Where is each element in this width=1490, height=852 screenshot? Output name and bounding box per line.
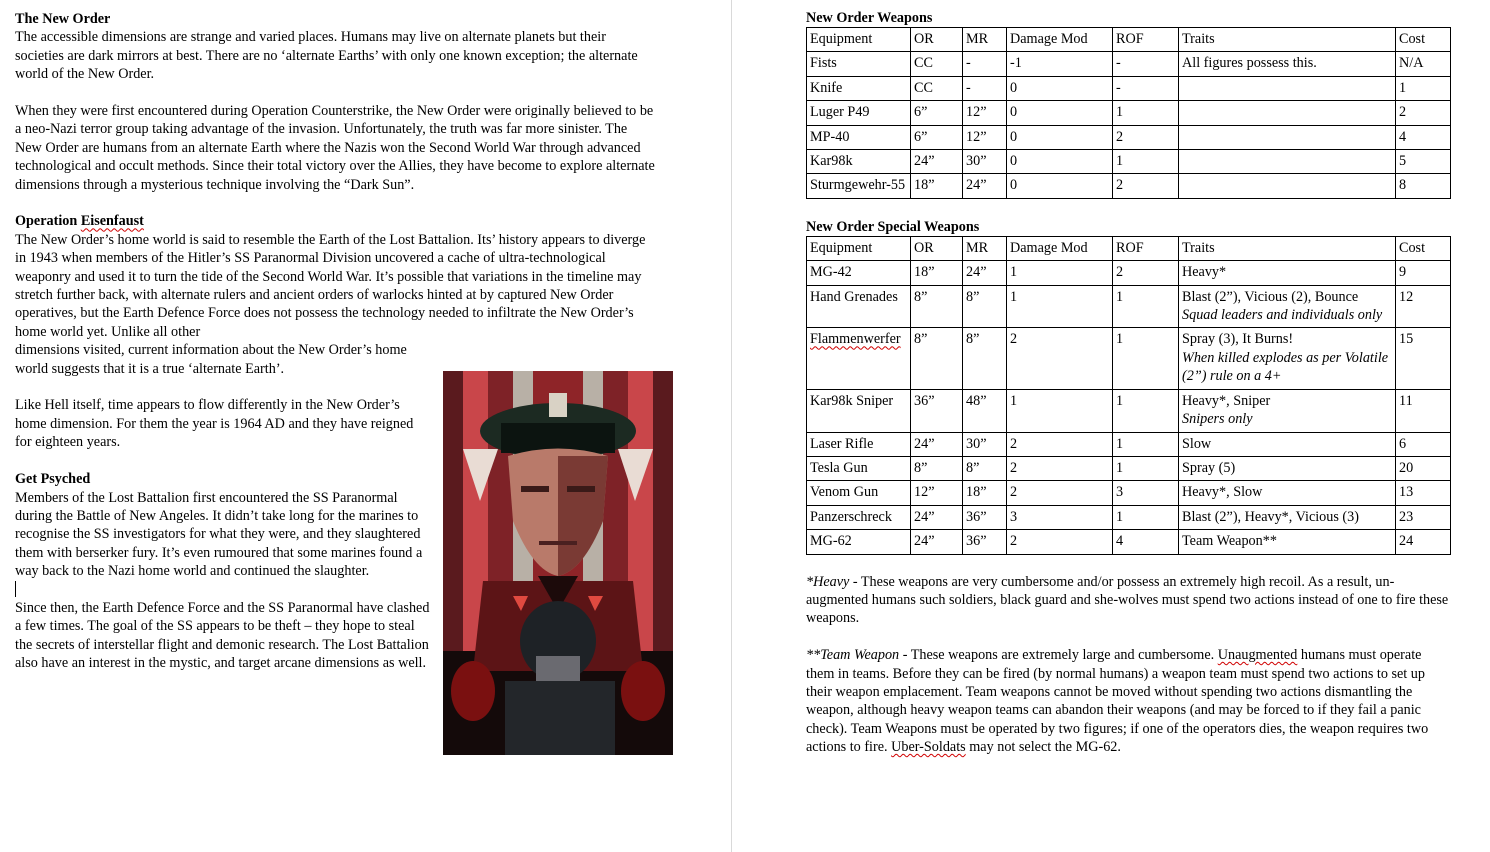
footnote-term: **Team Weapon — [806, 647, 900, 664]
traits-note: When killed explodes as per Volatile (2”) rule on a 4+ — [1182, 349, 1389, 385]
footnote-text: - These weapons are extremely large and cumbersome. — [899, 647, 1218, 664]
spellcheck-word: Eisenfaust — [80, 213, 144, 230]
right-column — [806, 10, 1450, 775]
header-cell: OR — [911, 28, 963, 52]
cell: MP-40 — [807, 125, 911, 149]
cell: 1 — [1113, 432, 1179, 456]
cell: 24” — [911, 530, 963, 554]
left-page — [0, 0, 731, 852]
paragraph: Members of the Lost Battalion first encountered the SS Paranormal during the Battle of New Angeles. It didn’t take long for the marines to recognise the SS investigators for what they were, and they slaughtered them with berserker fury. It’s even rumoured that some marines found a way back to the Nazi home world and continued the slaughter. — [15, 489, 423, 580]
cell — [1179, 174, 1396, 198]
footnote-term: *Heavy — [806, 573, 850, 590]
table-row — [807, 125, 1451, 149]
cell: 18” — [963, 481, 1007, 505]
traits: Slow — [1182, 435, 1212, 452]
traits: Spray (3), It Burns! — [1182, 331, 1294, 348]
paragraph: When they were first encountered during Operation Counterstrike, the New Order were originally believed to be a neo-Nazi terror group taking advantage of the invasion. Unfortunately, the truth was far more sinister. The New Order are humans from an alternate Earth where the Nazis won the Second World War through advanced technological and occult methods. Since their total victory over the Allies, they have become to explore alternate dimensions through a mysterious technique involving the “Dark Sun”. — [15, 103, 655, 193]
new-order-officer-illustration — [443, 371, 673, 755]
paragraph: Like Hell itself, time appears to flow differently in the New Order’s home dimension. For them the year is 1964 AD and they have reigned for eighteen years. — [15, 397, 414, 451]
heading-text: Operation — [15, 213, 81, 230]
cell: 8” — [911, 456, 963, 480]
cell: 23 — [1396, 505, 1451, 529]
cell: - — [1113, 52, 1179, 76]
cell: 18” — [911, 261, 963, 285]
table-header-row — [807, 236, 1451, 260]
cell: Luger P49 — [807, 101, 911, 125]
cell: Laser Rifle — [807, 432, 911, 456]
table-row — [807, 285, 1451, 328]
cell: CC — [911, 52, 963, 76]
cell: 8 — [1396, 174, 1451, 198]
cell: 4 — [1113, 530, 1179, 554]
cell: - — [1113, 76, 1179, 100]
cell: N/A — [1396, 52, 1451, 76]
cell: 1 — [1113, 505, 1179, 529]
cell: 5 — [1396, 150, 1451, 174]
table-title-special-weapons: New Order Special Weapons — [806, 218, 980, 235]
traits-cell — [1179, 285, 1396, 328]
cell: 1 — [1007, 389, 1113, 432]
cell: 1 — [1396, 76, 1451, 100]
header-cell: Equipment — [807, 236, 911, 260]
heading-new-order: The New Order — [15, 11, 111, 27]
cell: 2 — [1007, 481, 1113, 505]
traits: Heavy*, Slow — [1182, 484, 1263, 501]
cell: 1 — [1113, 285, 1179, 328]
header-cell: Traits — [1179, 236, 1396, 260]
cell: 6” — [911, 101, 963, 125]
cell — [1179, 125, 1396, 149]
footnotes — [806, 573, 1450, 757]
paragraph: The New Order’s home world is said to resemble the Earth of the Lost Battalion. Its’ history appears to diverge in 1943 when members of the Hitler’s SS Paranormal Division uncovered a cache of ultra-technological weaponry and used it to turn the tide of the Second World War. It’s possible that variations in the timeline may stretch further back, with alternate rulers and ancient orders of warlocks hinted at by captured New Order operatives, but the Earth Defence Force does not possess the technology needed to infiltrate the New Order’s home world yet. Unlike all other — [15, 231, 646, 340]
header-cell: ROF — [1113, 28, 1179, 52]
traits-cell — [1179, 432, 1396, 456]
cell: 30” — [963, 150, 1007, 174]
traits: Blast (2”), Vicious (2), Bounce — [1182, 288, 1359, 305]
cell: 8” — [963, 328, 1007, 389]
table-row — [807, 261, 1451, 285]
cell: 2 — [1007, 456, 1113, 480]
special-weapons-table — [806, 236, 1451, 555]
cell: 6 — [1396, 432, 1451, 456]
table-row — [807, 505, 1451, 529]
cell: 1 — [1007, 261, 1113, 285]
cell: 4 — [1396, 125, 1451, 149]
paragraph-wrapped — [15, 341, 430, 672]
paragraph: The accessible dimensions are strange and varied places. Humans may live on alternate planets but their societies are dark mirrors at best. There are no ‘alternate Earths’ with only one known exception; the alternate world of the New Order. — [15, 29, 638, 83]
cell: 0 — [1007, 174, 1113, 198]
header-cell: Damage Mod — [1007, 236, 1113, 260]
cell: 1 — [1113, 389, 1179, 432]
cell: 2 — [1007, 328, 1113, 389]
paragraph: dimensions visited, current information about the New Order’s home world suggests that it is a true ‘alternate Earth’. — [15, 342, 407, 377]
cell: Fists — [807, 52, 911, 76]
cell: 2 — [1396, 101, 1451, 125]
traits: Heavy*, Sniper — [1182, 392, 1271, 409]
table-row — [807, 150, 1451, 174]
cell: -1 — [1007, 52, 1113, 76]
table-row — [807, 101, 1451, 125]
traits-cell — [1179, 530, 1396, 554]
cell: 0 — [1007, 125, 1113, 149]
header-cell: ROF — [1113, 236, 1179, 260]
cell: 8” — [911, 285, 963, 328]
cell: 13 — [1396, 481, 1451, 505]
header-cell: MR — [963, 236, 1007, 260]
cell: 11 — [1396, 389, 1451, 432]
footnote-text: may not select the MG-62. — [965, 739, 1121, 756]
cell: 8” — [911, 328, 963, 389]
cell — [1179, 150, 1396, 174]
cell: 12 — [1396, 285, 1451, 328]
cell: 24” — [963, 174, 1007, 198]
cell: 2 — [1113, 261, 1179, 285]
cell: Venom Gun — [807, 481, 911, 505]
table-row — [807, 76, 1451, 100]
cell: 15 — [1396, 328, 1451, 389]
cell: Panzerschreck — [807, 505, 911, 529]
text-cursor — [15, 581, 430, 599]
cell: 8” — [963, 285, 1007, 328]
cell: Kar98k Sniper — [807, 389, 911, 432]
spellcheck-word: Flammenwerfer — [810, 331, 901, 348]
table-row — [807, 174, 1451, 198]
table-row — [807, 52, 1451, 76]
cell: 8” — [963, 456, 1007, 480]
cell: All figures possess this. — [1179, 52, 1396, 76]
cell: 3 — [1113, 481, 1179, 505]
cell: 0 — [1007, 101, 1113, 125]
cell: 1 — [1113, 328, 1179, 389]
cell: 2 — [1007, 432, 1113, 456]
cell: 2 — [1007, 530, 1113, 554]
footnote-text: - These weapons are very cumbersome and/or possess an extremely high recoil. As a result, un-augmented humans such soldiers, black guard and she-wolves must spend two actions instead of one to fire these weapons. — [806, 573, 1449, 627]
heading-get-psyched: Get Psyched — [15, 471, 91, 488]
cell: 20 — [1396, 456, 1451, 480]
cell: Sturmgewehr-55 — [807, 174, 911, 198]
table-row — [807, 456, 1451, 480]
table-header-row — [807, 28, 1451, 52]
table-row — [807, 481, 1451, 505]
cell: 6” — [911, 125, 963, 149]
cell: 9 — [1396, 261, 1451, 285]
cell: Hand Grenades — [807, 285, 911, 328]
cell: - — [963, 76, 1007, 100]
cell: - — [963, 52, 1007, 76]
cell: 48” — [963, 389, 1007, 432]
traits-cell — [1179, 328, 1396, 389]
cell: Tesla Gun — [807, 456, 911, 480]
cell: 1 — [1007, 285, 1113, 328]
cell — [1179, 76, 1396, 100]
traits-cell — [1179, 505, 1396, 529]
table-row — [807, 389, 1451, 432]
cell: 2 — [1113, 125, 1179, 149]
traits-cell — [1179, 481, 1396, 505]
footnote-team-weapon — [806, 646, 1450, 756]
cell: 12” — [963, 125, 1007, 149]
cell: 24” — [911, 432, 963, 456]
traits: Spray (5) — [1182, 459, 1236, 476]
heading-operation-eisenfaust — [15, 212, 655, 230]
cell: CC — [911, 76, 963, 100]
cell: 1 — [1113, 150, 1179, 174]
right-page — [732, 0, 1490, 852]
footnote-heavy — [806, 573, 1450, 628]
weapons-table — [806, 27, 1451, 199]
cell — [1179, 101, 1396, 125]
spellcheck-word: Uber-Soldats — [891, 739, 966, 756]
cell: 12” — [911, 481, 963, 505]
cell: 2 — [1113, 174, 1179, 198]
cell: 0 — [1007, 150, 1113, 174]
cell — [807, 328, 911, 389]
table-row — [807, 432, 1451, 456]
table-row — [807, 328, 1451, 389]
spellcheck-word: Unaugmented — [1217, 647, 1298, 664]
traits-cell — [1179, 389, 1396, 432]
cell: Knife — [807, 76, 911, 100]
paragraph: Since then, the Earth Defence Force and the SS Paranormal have clashed a few times. The goal of the SS appears to be theft – they hope to steal the secrets of interstellar flight and demonic research. The Lost Battalion also have an interest in the mystic, and target arcane dimensions as well. — [15, 599, 430, 672]
footnote-text: humans must operate them in teams. Before they can be fired (by normal humans) a weapon team must spend two actions to set up their weapon emplacement. Team weapons cannot be moved without spending two actions dismantling the weapon, although heavy weapon teams can abandon their weapons (and may be forced to if they fail a panic check). Team Weapons must be operated by two figures; if one of the operators dies, the weapon requires two actions to fire. — [806, 647, 1429, 756]
traits-cell — [1179, 456, 1396, 480]
cell: MG-42 — [807, 261, 911, 285]
traits-note: Snipers only — [1182, 411, 1253, 428]
cell: 0 — [1007, 76, 1113, 100]
cell: 36” — [963, 530, 1007, 554]
header-cell: Equipment — [807, 28, 911, 52]
header-cell: OR — [911, 236, 963, 260]
traits: Team Weapon** — [1182, 533, 1277, 550]
header-cell: Cost — [1396, 236, 1451, 260]
traits-cell — [1179, 261, 1396, 285]
header-cell: Traits — [1179, 28, 1396, 52]
cell: 36” — [963, 505, 1007, 529]
cell: 30” — [963, 432, 1007, 456]
traits: Blast (2”), Heavy*, Vicious (3) — [1182, 508, 1359, 525]
cell: 24” — [911, 505, 963, 529]
header-cell: Damage Mod — [1007, 28, 1113, 52]
cell: 1 — [1113, 456, 1179, 480]
table-title-weapons: New Order Weapons — [806, 10, 933, 26]
cell: 12” — [963, 101, 1007, 125]
table-row — [807, 530, 1451, 554]
traits-note: Squad leaders and individuals only — [1182, 307, 1383, 324]
cell: 24 — [1396, 530, 1451, 554]
cell: 3 — [1007, 505, 1113, 529]
cell: 24” — [963, 261, 1007, 285]
cell: 18” — [911, 174, 963, 198]
cell: 36” — [911, 389, 963, 432]
cell: MG-62 — [807, 530, 911, 554]
cell: Kar98k — [807, 150, 911, 174]
header-cell: MR — [963, 28, 1007, 52]
traits: Heavy* — [1182, 264, 1227, 281]
cell: 24” — [911, 150, 963, 174]
header-cell: Cost — [1396, 28, 1451, 52]
cell: 1 — [1113, 101, 1179, 125]
